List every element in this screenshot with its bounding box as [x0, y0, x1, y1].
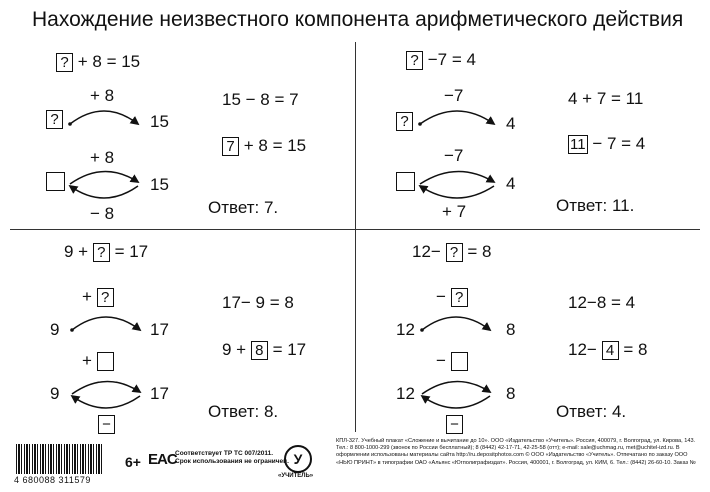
p3-result-mid: 17 [150, 384, 169, 403]
arc-dot [420, 328, 424, 332]
p3-arc-label-mid: + [82, 351, 114, 371]
arc-forward [72, 381, 140, 394]
p4-equation: 12− ? = 8 [412, 242, 492, 262]
unknown-box: ? [406, 51, 423, 70]
eac-mark: EAC [148, 451, 177, 468]
unknown-box: ? [93, 243, 110, 262]
p4-result-mid: 8 [506, 384, 516, 403]
p2-result-top: 4 [506, 114, 516, 133]
age-rating: 6+ [125, 454, 141, 470]
p4-answer: Ответ: 4. [556, 402, 627, 421]
arc-forward [72, 317, 140, 330]
p1-start-box: ? [46, 110, 63, 129]
p3-arc-label-bottom: − [98, 414, 115, 434]
footer [0, 432, 710, 492]
arc-backward [420, 186, 494, 198]
arc-forward [420, 171, 494, 184]
p4-left-mid: 12 [396, 384, 415, 403]
p1-answer: Ответ: 7. [208, 198, 279, 217]
p1-check-2: 7 + 8 = 15 [222, 136, 306, 156]
p3-check-1: 17− 9 = 8 [222, 293, 294, 312]
p2-start-box: ? [396, 112, 413, 131]
p3-equation: 9 + ? = 17 [64, 242, 149, 262]
p3-check-2: 9 + 8 = 17 [222, 340, 307, 360]
arc-forward [70, 171, 138, 184]
p2-empty-box [396, 172, 415, 191]
p1-equation: ? + 8 = 15 [56, 52, 140, 72]
arc-forward [422, 381, 490, 394]
arc-forward [70, 111, 138, 124]
conformity-text: Соответствует ТР ТС 007/2011. Срок использования не ограничен. [175, 450, 289, 465]
arc-backward [70, 186, 138, 198]
page-title: Нахождение неизвестного компонента арифметического действия [32, 8, 684, 31]
p2-answer: Ответ: 11. [556, 196, 635, 215]
p3-result-top: 17 [150, 320, 169, 339]
p3-arc-label-top: + ? [82, 287, 114, 307]
p1-check-1: 15 − 8 = 7 [222, 90, 299, 109]
p4-result-top: 8 [506, 320, 516, 339]
p1-empty-box [46, 172, 65, 191]
p3-answer: Ответ: 8. [208, 402, 279, 421]
p2-arc-label-bottom: + 7 [442, 202, 467, 221]
publisher-info: КПЛ-327. Учебный плакат «Сложение и вычитание до 10». ООО «Издательство «Учитель». Россия, 400079, г. Волгоград, ул. Кирова, 143. Тел.: 8 800-1000-299 (звонок по России бесплатный); 8 (8442) 42-17-71, 42-25-58 (отт); e-mail: sale@uchmag.ru, met@uchitel-izd.ru. В оформлении использованы материалы сайта http://ru.depositphotos.com © ООО «Издательство «Учитель». Отпечатано по заказу ООО «НЬЮ ПРИНТ» в типографии ОАО «Альянс «Югполиграфиздат». Россия, 400001, г. Волгоград, ул. КИМ, 6. Тел.: (8442) 26-60-10. Заказ № [336, 438, 696, 466]
p2-check-1: 4 + 7 = 11 [568, 89, 644, 108]
unknown-box: ? [56, 53, 73, 72]
unknown-box: ? [446, 243, 463, 262]
p4-arc-label-top: − ? [436, 287, 468, 307]
p3-left-top: 9 [50, 320, 60, 339]
publisher-logo-icon: У [284, 445, 312, 473]
arc-forward [422, 317, 490, 330]
p4-check-1: 12−8 = 4 [568, 293, 636, 312]
arc-backward [422, 396, 490, 408]
arc-dot [418, 122, 422, 126]
p1-result-top: 15 [150, 112, 169, 131]
p3-left-mid: 9 [50, 384, 60, 403]
p1-arc-label-mid: + 8 [90, 148, 115, 167]
p2-equation: ? −7 = 4 [406, 50, 476, 70]
p4-left-top: 12 [396, 320, 415, 339]
p4-check-2: 12− 4 = 8 [568, 340, 648, 360]
publisher-logo-label: «УЧИТЕЛЬ» [278, 473, 314, 479]
p1-result-mid: 15 [150, 175, 169, 194]
barcode-number: 4 680088 311579 [14, 475, 91, 485]
p2-check-2: 11 − 7 = 4 [570, 134, 646, 154]
arc-dot [70, 328, 74, 332]
p4-arc-label-bottom: − [446, 414, 463, 434]
barcode-icon [16, 444, 104, 474]
p2-arc-label-mid: −7 [444, 146, 464, 165]
arc-backward [72, 396, 140, 408]
p4-arc-label-mid: − [436, 351, 468, 371]
p1-arc-label-top: + 8 [90, 86, 115, 105]
p1-arc-label-bottom: − 8 [90, 204, 115, 223]
arc-forward [420, 111, 494, 124]
p2-arc-label-top: −7 [444, 86, 464, 105]
p2-result-mid: 4 [506, 174, 516, 193]
arc-dot [68, 122, 72, 126]
